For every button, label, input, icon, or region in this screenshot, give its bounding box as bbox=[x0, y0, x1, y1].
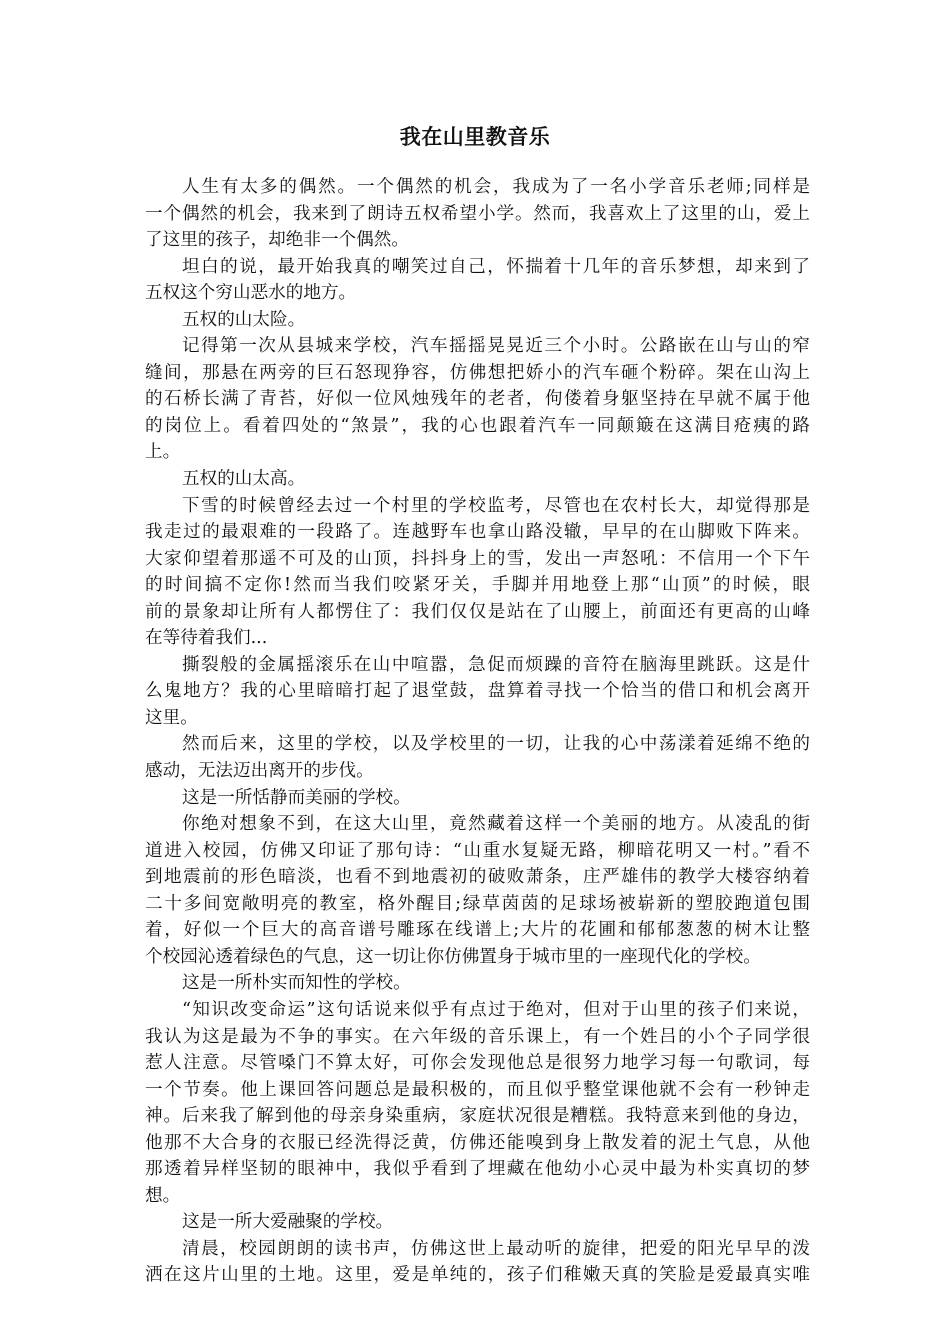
text-line: 五权的山太高。 bbox=[182, 469, 306, 490]
text-line: 了这里的孩子，却绝非一个偶然。 bbox=[145, 230, 409, 251]
text-line: 一个偶然的机会，我来到了朗诗五权希望小学。然而，我喜欢上了这里的山，爱上 bbox=[145, 203, 810, 224]
text-line: 那透着异样坚韧的眼神中，我似乎看到了埋藏在他幼小心灵中最为朴实真切的梦 bbox=[145, 1159, 810, 1180]
document-title: 我在山里教音乐 bbox=[399, 124, 551, 149]
text-line: 惹人注意。尽管嗓门不算太好，可你会发现他总是很努力地学习每一句歌词，每 bbox=[145, 1053, 810, 1074]
text-line: 五权的山太险。 bbox=[182, 309, 306, 330]
text-line: 的时间搞不定你!然而当我们咬紧牙关，手脚并用地登上那“山顶”的时候，眼 bbox=[145, 575, 810, 596]
text-line: 记得第一次从县城来学校，汽车摇摇晃晃近三个小时。公路嵌在山与山的窄 bbox=[182, 336, 810, 357]
text-line: 这里。 bbox=[145, 707, 198, 728]
text-line: 的石桥长满了青苔，好似一位风烛残年的老者，佝偻着身躯坚持在早就不属于他 bbox=[145, 389, 810, 410]
text-line: 着，好似一个巨大的高音谱号雕琢在线谱上;大片的花圃和郁郁葱葱的树木让整 bbox=[145, 920, 810, 941]
text-line: 你绝对想象不到，在这大山里，竟然藏着这样一个美丽的地方。从凌乱的街 bbox=[182, 814, 810, 835]
text-line: 神。后来我了解到他的母亲身染重病，家庭状况很是糟糕。我特意来到他的身边， bbox=[145, 1106, 810, 1127]
text-line: 缝间，那悬在两旁的巨石怒现狰容，仿佛想把娇小的汽车砸个粉碎。架在山沟上 bbox=[145, 362, 810, 383]
text-line: 么鬼地方？我的心里暗暗打起了退堂鼓，盘算着寻找一个恰当的借口和机会离开 bbox=[145, 681, 810, 702]
text-line: 道进入校园，仿佛又印证了那句诗：“山重水复疑无路，柳暗花明又一村。”看不 bbox=[145, 840, 810, 861]
text-line: 这是一所大爱融聚的学校。 bbox=[182, 1212, 394, 1233]
text-line: 想。 bbox=[145, 1185, 181, 1206]
text-line: 一个节奏。他上课回答问题总是最积极的，而且似乎整堂课他就不会有一秒钟走 bbox=[145, 1079, 810, 1100]
document-body bbox=[145, 174, 810, 1289]
text-line: 这是一所朴实而知性的学校。 bbox=[182, 973, 411, 994]
text-line: 五权这个穷山恶水的地方。 bbox=[145, 283, 357, 304]
text-line: 的岗位上。看着四处的“煞景”，我的心也跟着汽车一同颠簸在这满目疮痍的路 bbox=[145, 415, 810, 436]
text-line: 我走过的最艰难的一段路了。连越野车也拿山路没辙，早早的在山脚败下阵来。 bbox=[145, 522, 810, 543]
text-line: 洒在这片山里的土地。这里，爱是单纯的，孩子们稚嫩天真的笑脸是爱最真实唯 bbox=[145, 1265, 810, 1286]
text-line: “知识改变命运”这句话说来似乎有点过于绝对，但对于山里的孩子们来说， bbox=[182, 999, 810, 1020]
text-line: 二十多间宽敞明亮的教室，格外醒目;绿草茵茵的足球场被崭新的塑胶跑道包围 bbox=[145, 893, 810, 914]
text-line: 撕裂般的金属摇滚乐在山中喧嚣，急促而烦躁的音符在脑海里跳跃。这是什 bbox=[182, 654, 810, 675]
text-line: 下雪的时候曾经去过一个村里的学校监考，尽管也在农村长大，却觉得那是 bbox=[182, 495, 810, 516]
text-line: 这是一所恬静而美丽的学校。 bbox=[182, 787, 411, 808]
text-line: 我认为这是最为不争的事实。在六年级的音乐课上，有一个姓吕的小个子同学很 bbox=[145, 1026, 810, 1047]
text-line: 上。 bbox=[145, 442, 181, 463]
text-line: 个校园沁透着绿色的气息，这一切让你仿佛置身于城市里的一座现代化的学校。 bbox=[145, 946, 761, 967]
text-line: 坦白的说，最开始我真的嘲笑过自己，怀揣着十几年的音乐梦想，却来到了 bbox=[182, 256, 810, 277]
text-line: 他那不大合身的衣服已经洗得泛黄，仿佛还能嗅到身上散发着的泥土气息，从他 bbox=[145, 1132, 810, 1153]
text-line: 在等待着我们... bbox=[145, 628, 268, 649]
text-line: 人生有太多的偶然。一个偶然的机会，我成为了一名小学音乐老师;同样是 bbox=[182, 177, 810, 197]
text-line: 感动，无法迈出离开的步伐。 bbox=[145, 761, 374, 782]
text-line: 到地震前的形色暗淡，也看不到地震初的破败萧条，庄严雄伟的教学大楼容纳着 bbox=[145, 867, 810, 888]
text-line: 然而后来，这里的学校，以及学校里的一切，让我的心中荡漾着延绵不绝的 bbox=[182, 734, 810, 755]
text-line: 大家仰望着那遥不可及的山顶，抖抖身上的雪，发出一声怒吼：不信用一个下午 bbox=[145, 548, 810, 569]
text-line: 清晨，校园朗朗的读书声，仿佛这世上最动听的旋律，把爱的阳光早早的泼 bbox=[182, 1238, 810, 1259]
text-line: 前的景象却让所有人都愣住了：我们仅仅是站在了山腰上，前面还有更高的山峰 bbox=[145, 601, 810, 622]
